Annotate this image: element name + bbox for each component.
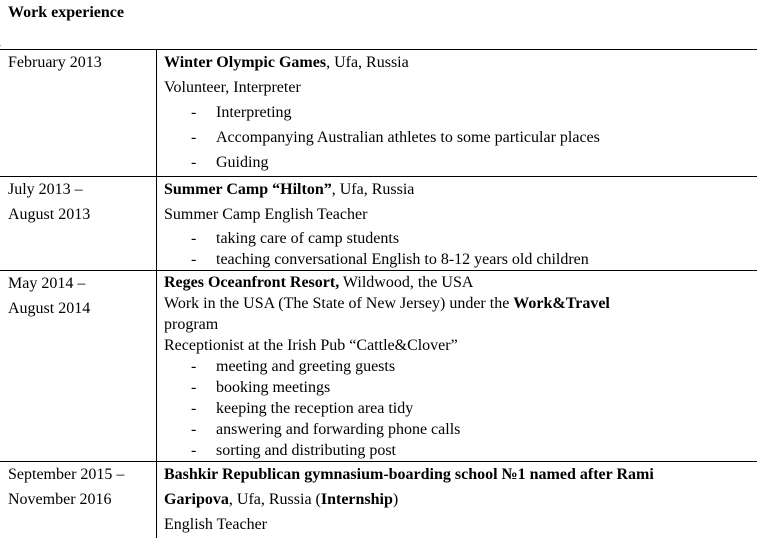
- details-cell: [157, 50, 757, 177]
- organization-name: Winter Olympic Games: [164, 54, 326, 71]
- table-row: [0, 271, 757, 462]
- work-experience-table: [0, 49, 757, 538]
- duties-list: [164, 101, 757, 176]
- date-start: February 2013: [8, 52, 156, 77]
- date-cell: [0, 50, 157, 177]
- list-item: - Accompanying Australian athletes to some particular places: [164, 126, 757, 151]
- date-cell: [0, 462, 157, 538]
- work-description-end: program: [164, 314, 757, 335]
- organization-location: , Ufa, Russia: [326, 54, 409, 71]
- date-end: August 2013: [8, 204, 156, 229]
- duties-list: [164, 228, 757, 270]
- organization-location: Wildwood, the USA: [339, 274, 473, 291]
- organization-name: Reges Oceanfront Resort,: [164, 274, 339, 291]
- details-cell: [157, 462, 757, 538]
- list-item: - teaching conversational English to 8-12 years old children: [164, 249, 757, 270]
- stray-mark: .: [0, 42, 2, 48]
- list-item: - answering and forwarding phone calls: [164, 419, 757, 440]
- list-item: - booking meetings: [164, 377, 757, 398]
- organization-name: Bashkir Republican gymnasium-boarding school №1 named after Rami: [164, 463, 757, 488]
- list-item: - Interpreting: [164, 101, 757, 126]
- organization-name-cont: Garipova: [164, 491, 229, 508]
- role: English Teacher: [164, 513, 757, 538]
- role: Summer Camp English Teacher: [164, 203, 757, 228]
- program-name: Work&Travel: [513, 295, 610, 312]
- details-cell: [157, 271, 757, 462]
- table-row: [0, 177, 757, 271]
- duties-list: [164, 356, 757, 461]
- date-start: May 2014 –: [8, 273, 156, 298]
- internship-label: Internship: [321, 491, 393, 508]
- list-item: - meeting and greeting guests: [164, 356, 757, 377]
- date-cell: [0, 271, 157, 462]
- list-item: - taking care of camp students: [164, 228, 757, 249]
- organization-location: , Ufa, Russia (: [229, 491, 321, 508]
- date-cell: [0, 177, 157, 271]
- paren-close: ): [393, 491, 398, 508]
- section-heading: Work experience: [8, 4, 124, 22]
- table-row: [0, 462, 757, 538]
- table-row: [0, 50, 757, 177]
- list-item: - keeping the reception area tidy: [164, 398, 757, 419]
- date-start: September 2015 –: [8, 464, 156, 489]
- list-item: - Guiding: [164, 151, 757, 176]
- role: Volunteer, Interpreter: [164, 76, 757, 101]
- role: Receptionist at the Irish Pub “Cattle&Clover”: [164, 335, 757, 356]
- details-cell: [157, 177, 757, 271]
- organization-name: Summer Camp “Hilton”: [164, 181, 332, 198]
- list-item: - sorting and distributing post: [164, 440, 757, 461]
- organization-location: , Ufa, Russia: [332, 181, 415, 198]
- date-start: July 2013 –: [8, 179, 156, 204]
- date-end: November 2016: [8, 489, 156, 514]
- date-end: August 2014: [8, 298, 156, 323]
- work-description: Work in the USA (The State of New Jersey) under the: [164, 295, 513, 312]
